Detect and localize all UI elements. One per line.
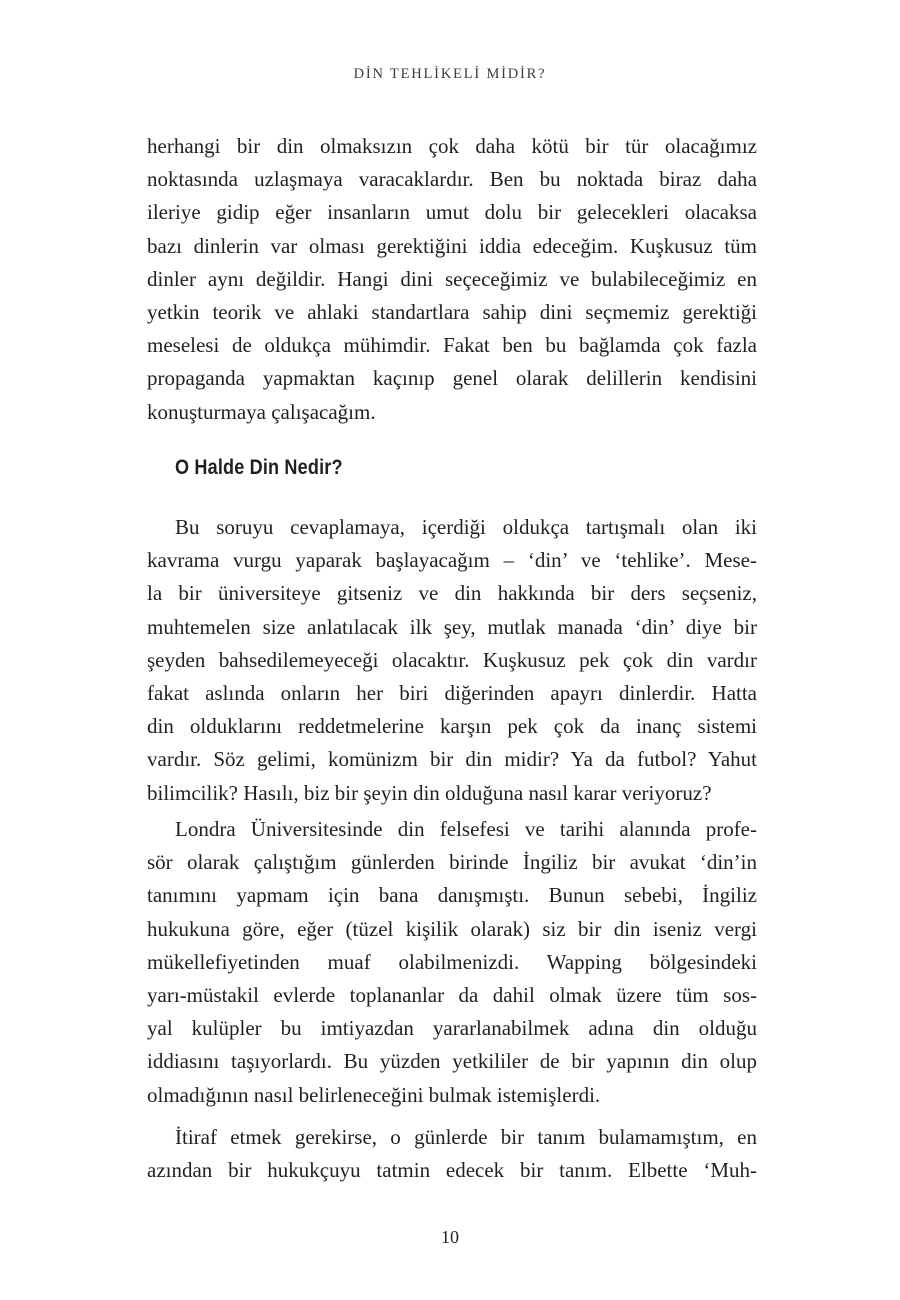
text-line: hukukuna göre, eğer (tüzel kişilik olarak) siz bir din iseniz vergi	[147, 916, 757, 941]
text-line: la bir üniversiteye gitseniz ve din hakkında bir ders seçseniz,	[147, 581, 757, 606]
text-line: propaganda yapmaktan kaçınıp genel olarak delillerin kendisini	[147, 366, 757, 391]
text-line: ileriye gidip eğer insanların umut dolu bir gelecekleri olacaksa	[147, 200, 757, 225]
text-line: yetkin teorik ve ahlaki standartlara sahip dini seçmemiz gerektiği	[147, 299, 757, 324]
paragraph	[147, 1121, 757, 1187]
text-line: dinler aynı değildir. Hangi dini seçeceğimiz ve bulabileceğimiz en	[147, 266, 757, 291]
text-line: kavrama vurgu yaparak başlayacağım – ‘din’ ve ‘tehlike’. Mese-	[147, 548, 757, 573]
text-line: muhtemelen size anlatılacak ilk şey, mutlak manada ‘din’ diye bir	[147, 614, 757, 639]
text-line: yarı-müstakil evlerde toplananlar da dahil olmak üzere tüm sos-	[147, 982, 757, 1007]
text-line: azından bir hukukçuyu tatmin edecek bir tanım. Elbette ‘Muh-	[147, 1158, 757, 1183]
text-line: Londra Üniversitesinde din felsefesi ve tarihi alanında profe-	[175, 817, 757, 841]
text-line: olmadığının nasıl belirleneceğini bulmak istemişlerdi.	[147, 1082, 601, 1107]
text-line: konuşturmaya çalışacağım.	[147, 399, 376, 424]
text-line: tanımını yapmam için bana danışmıştı. Bunun sebebi, İngiliz	[147, 883, 757, 908]
paragraph-continuation	[147, 130, 757, 429]
paragraph	[147, 813, 757, 1112]
text-line: şeyden bahsedilemeyeceği olacaktır. Kuşkusuz pek çok din vardır	[147, 647, 757, 672]
text-line: mükellefiyetinden muaf olabilmenizdi. Wapping bölgesindeki	[147, 949, 757, 974]
page-number: 10	[441, 1227, 459, 1247]
text-line: meselesi de oldukça mühimdir. Fakat ben bu bağlamda çok fazla	[147, 333, 757, 358]
text-line: Bu soruyu cevaplamaya, içerdiği oldukça tartışmalı olan iki	[175, 515, 757, 539]
text-line: yal kulüpler bu imtiyazdan yararlanabilmek adına din olduğu	[147, 1016, 757, 1041]
text-line: İtiraf etmek gerekirse, o günlerde bir tanım bulamamıştım, en	[175, 1125, 757, 1149]
text-line: din olduklarını reddetmelerine karşın pek çok da inanç sistemi	[147, 714, 757, 739]
text-line: vardır. Söz gelimi, komünizm bir din midir? Ya da futbol? Yahut	[147, 747, 757, 772]
text-line: sör olarak çalıştığım günlerden birinde İngiliz bir avukat ‘din’in	[147, 850, 757, 875]
text-line: fakat aslında onların her biri diğerinden apayrı dinlerdir. Hatta	[147, 680, 757, 705]
paragraph	[147, 511, 757, 810]
text-line: herhangi bir din olmaksızın çok daha kötü bir tür olacağımız	[147, 134, 757, 158]
text-line: noktasında uzlaşmaya varacaklardır. Ben bu noktada biraz daha	[147, 167, 757, 192]
text-line: bilimcilik? Hasılı, biz bir şeyin din olduğuna nasıl karar veriyoruz?	[147, 780, 712, 805]
text-line: iddiasını taşıyorlardı. Bu yüzden yetkililer de bir yapının din olup	[147, 1049, 757, 1074]
text-line: bazı dinlerin var olması gerektiğini iddia edeceğim. Kuşkusuz tüm	[147, 233, 757, 258]
running-header: DİN TEHLİKELİ MİDİR?	[353, 66, 547, 82]
section-heading: O Halde Din Nedir?	[175, 456, 343, 479]
